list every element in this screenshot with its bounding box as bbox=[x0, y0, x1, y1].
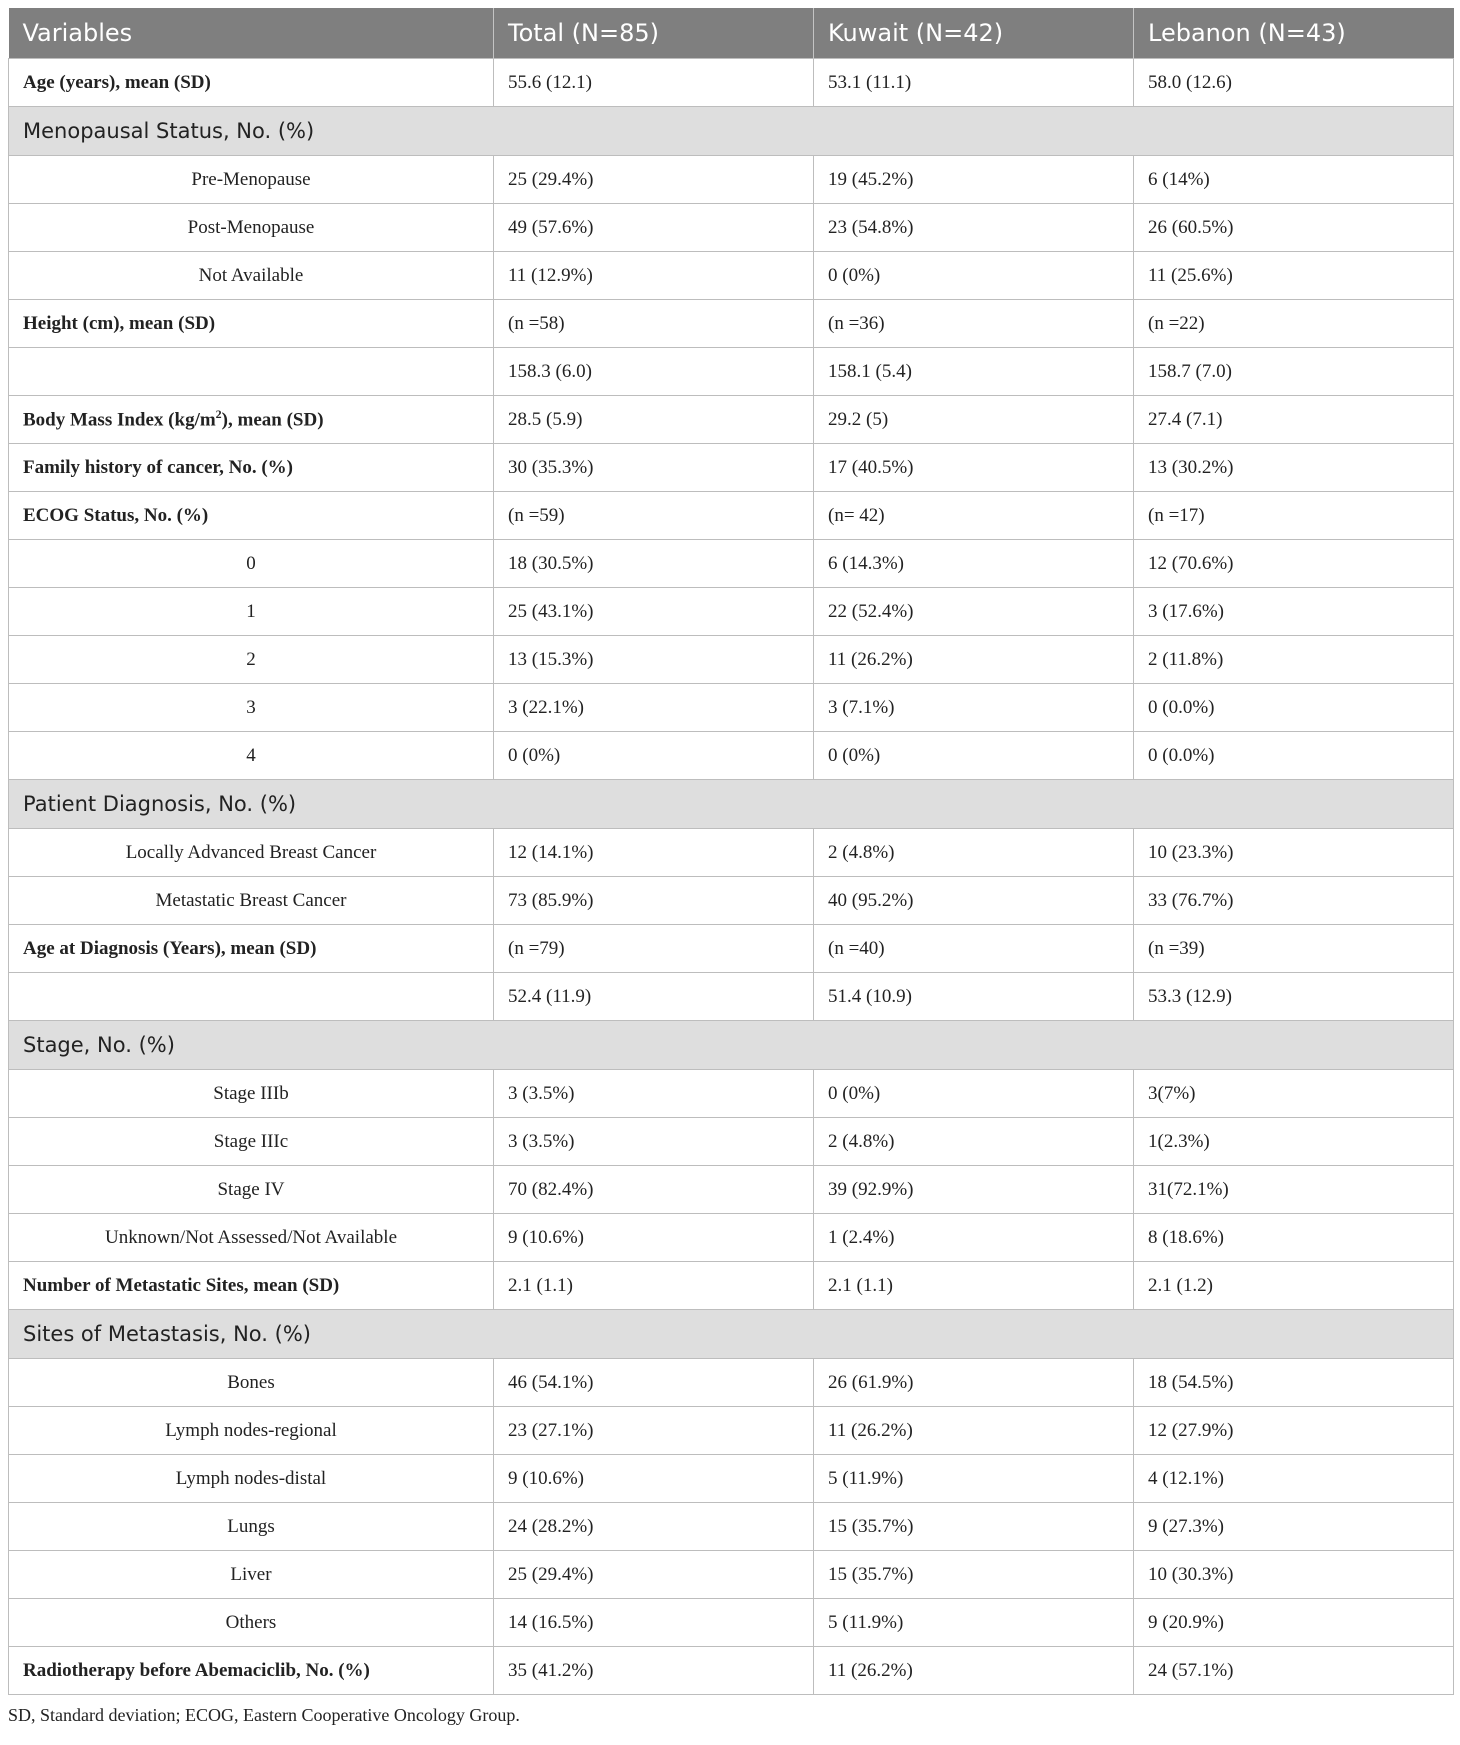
total-cell: 9 (10.6%) bbox=[494, 1455, 814, 1503]
section-label: Patient Diagnosis, No. (%) bbox=[9, 780, 494, 829]
section-empty-cell bbox=[494, 107, 814, 156]
kuwait-cell: 0 (0%) bbox=[814, 252, 1134, 300]
section-empty-cell bbox=[814, 1310, 1134, 1359]
lebanon-cell: 8 (18.6%) bbox=[1134, 1214, 1454, 1262]
header-variables: Variables bbox=[9, 8, 494, 59]
table-row bbox=[9, 1262, 1454, 1310]
table-header bbox=[9, 8, 1454, 59]
total-cell: 2.1 (1.1) bbox=[494, 1262, 814, 1310]
kuwait-cell: 39 (92.9%) bbox=[814, 1166, 1134, 1214]
variable-label: Others bbox=[9, 1599, 494, 1647]
table-row bbox=[9, 732, 1454, 780]
variable-label bbox=[9, 396, 494, 444]
table-row bbox=[9, 973, 1454, 1021]
total-cell: 158.3 (6.0) bbox=[494, 348, 814, 396]
kuwait-cell: 11 (26.2%) bbox=[814, 1647, 1134, 1695]
variable-label: Stage IIIb bbox=[9, 1070, 494, 1118]
kuwait-cell: 26 (61.9%) bbox=[814, 1359, 1134, 1407]
kuwait-cell: 15 (35.7%) bbox=[814, 1503, 1134, 1551]
kuwait-cell: (n =40) bbox=[814, 925, 1134, 973]
lebanon-cell: (n =22) bbox=[1134, 300, 1454, 348]
lebanon-cell: 12 (70.6%) bbox=[1134, 540, 1454, 588]
lebanon-cell: 3 (17.6%) bbox=[1134, 588, 1454, 636]
total-cell: 73 (85.9%) bbox=[494, 877, 814, 925]
variable-label: Lungs bbox=[9, 1503, 494, 1551]
total-cell: 25 (29.4%) bbox=[494, 1551, 814, 1599]
table-row bbox=[9, 1455, 1454, 1503]
lebanon-cell: 3(7%) bbox=[1134, 1070, 1454, 1118]
section-empty-cell bbox=[494, 1021, 814, 1070]
total-cell: (n =58) bbox=[494, 300, 814, 348]
variable-label: 0 bbox=[9, 540, 494, 588]
table-row bbox=[9, 925, 1454, 973]
lebanon-cell: 0 (0.0%) bbox=[1134, 684, 1454, 732]
section-label: Stage, No. (%) bbox=[9, 1021, 494, 1070]
section-empty-cell bbox=[1134, 1021, 1454, 1070]
kuwait-cell: 15 (35.7%) bbox=[814, 1551, 1134, 1599]
lebanon-cell: 24 (57.1%) bbox=[1134, 1647, 1454, 1695]
lebanon-cell: 0 (0.0%) bbox=[1134, 732, 1454, 780]
section-label: Menopausal Status, No. (%) bbox=[9, 107, 494, 156]
kuwait-cell: 5 (11.9%) bbox=[814, 1455, 1134, 1503]
variable-label: Number of Metastatic Sites, mean (SD) bbox=[9, 1262, 494, 1310]
table-row bbox=[9, 1407, 1454, 1455]
table-row bbox=[9, 59, 1454, 107]
kuwait-cell: 0 (0%) bbox=[814, 732, 1134, 780]
variable-label: 2 bbox=[9, 636, 494, 684]
variable-label: Metastatic Breast Cancer bbox=[9, 877, 494, 925]
lebanon-cell: 58.0 (12.6) bbox=[1134, 59, 1454, 107]
characteristics-table bbox=[8, 8, 1454, 1695]
kuwait-cell: 51.4 (10.9) bbox=[814, 973, 1134, 1021]
lebanon-cell: 27.4 (7.1) bbox=[1134, 396, 1454, 444]
lebanon-cell: (n =17) bbox=[1134, 492, 1454, 540]
kuwait-cell: 17 (40.5%) bbox=[814, 444, 1134, 492]
section-row bbox=[9, 1310, 1454, 1359]
variable-label: 3 bbox=[9, 684, 494, 732]
lebanon-cell: 12 (27.9%) bbox=[1134, 1407, 1454, 1455]
variable-label: Bones bbox=[9, 1359, 494, 1407]
header-lebanon: Lebanon (N=43) bbox=[1134, 8, 1454, 59]
total-cell: 3 (22.1%) bbox=[494, 684, 814, 732]
table-body bbox=[9, 59, 1454, 1695]
total-cell: (n =79) bbox=[494, 925, 814, 973]
variable-label: Unknown/Not Assessed/Not Available bbox=[9, 1214, 494, 1262]
table-row bbox=[9, 492, 1454, 540]
variable-label bbox=[9, 973, 494, 1021]
kuwait-cell: 2.1 (1.1) bbox=[814, 1262, 1134, 1310]
table-row bbox=[9, 684, 1454, 732]
variable-label: Lymph nodes-distal bbox=[9, 1455, 494, 1503]
variable-label: ECOG Status, No. (%) bbox=[9, 492, 494, 540]
total-cell: 52.4 (11.9) bbox=[494, 973, 814, 1021]
total-cell: (n =59) bbox=[494, 492, 814, 540]
kuwait-cell: 19 (45.2%) bbox=[814, 156, 1134, 204]
total-cell: 11 (12.9%) bbox=[494, 252, 814, 300]
total-cell: 18 (30.5%) bbox=[494, 540, 814, 588]
lebanon-cell: 4 (12.1%) bbox=[1134, 1455, 1454, 1503]
table-row bbox=[9, 252, 1454, 300]
table-row bbox=[9, 1647, 1454, 1695]
table-row bbox=[9, 1551, 1454, 1599]
variable-label: Age at Diagnosis (Years), mean (SD) bbox=[9, 925, 494, 973]
header-total: Total (N=85) bbox=[494, 8, 814, 59]
variable-label: Height (cm), mean (SD) bbox=[9, 300, 494, 348]
variable-label bbox=[9, 348, 494, 396]
lebanon-cell: (n =39) bbox=[1134, 925, 1454, 973]
lebanon-cell: 158.7 (7.0) bbox=[1134, 348, 1454, 396]
total-cell: 55.6 (12.1) bbox=[494, 59, 814, 107]
total-cell: 25 (43.1%) bbox=[494, 588, 814, 636]
table-container bbox=[8, 8, 1453, 1726]
section-empty-cell bbox=[1134, 780, 1454, 829]
table-row bbox=[9, 1214, 1454, 1262]
total-cell: 46 (54.1%) bbox=[494, 1359, 814, 1407]
table-row bbox=[9, 1118, 1454, 1166]
table-row bbox=[9, 1359, 1454, 1407]
kuwait-cell: 53.1 (11.1) bbox=[814, 59, 1134, 107]
section-row bbox=[9, 107, 1454, 156]
section-empty-cell bbox=[814, 107, 1134, 156]
section-label: Sites of Metastasis, No. (%) bbox=[9, 1310, 494, 1359]
table-row bbox=[9, 348, 1454, 396]
table-row bbox=[9, 300, 1454, 348]
variable-label: Locally Advanced Breast Cancer bbox=[9, 829, 494, 877]
lebanon-cell: 11 (25.6%) bbox=[1134, 252, 1454, 300]
kuwait-cell: 29.2 (5) bbox=[814, 396, 1134, 444]
lebanon-cell: 1(2.3%) bbox=[1134, 1118, 1454, 1166]
table-row bbox=[9, 877, 1454, 925]
lebanon-cell: 9 (20.9%) bbox=[1134, 1599, 1454, 1647]
table-row bbox=[9, 829, 1454, 877]
section-empty-cell bbox=[814, 1021, 1134, 1070]
kuwait-cell: 5 (11.9%) bbox=[814, 1599, 1134, 1647]
table-row bbox=[9, 204, 1454, 252]
variable-label: 4 bbox=[9, 732, 494, 780]
total-cell: 23 (27.1%) bbox=[494, 1407, 814, 1455]
variable-label: Pre-Menopause bbox=[9, 156, 494, 204]
kuwait-cell: 11 (26.2%) bbox=[814, 636, 1134, 684]
kuwait-cell: 6 (14.3%) bbox=[814, 540, 1134, 588]
table-row bbox=[9, 1070, 1454, 1118]
section-empty-cell bbox=[494, 1310, 814, 1359]
total-cell: 30 (35.3%) bbox=[494, 444, 814, 492]
table-row bbox=[9, 396, 1454, 444]
lebanon-cell: 18 (54.5%) bbox=[1134, 1359, 1454, 1407]
total-cell: 14 (16.5%) bbox=[494, 1599, 814, 1647]
total-cell: 9 (10.6%) bbox=[494, 1214, 814, 1262]
variable-label: Stage IIIc bbox=[9, 1118, 494, 1166]
table-row bbox=[9, 540, 1454, 588]
header-row bbox=[9, 8, 1454, 59]
kuwait-cell: 2 (4.8%) bbox=[814, 829, 1134, 877]
kuwait-cell: 1 (2.4%) bbox=[814, 1214, 1134, 1262]
variable-label: Stage IV bbox=[9, 1166, 494, 1214]
variable-label: 1 bbox=[9, 588, 494, 636]
lebanon-cell: 9 (27.3%) bbox=[1134, 1503, 1454, 1551]
lebanon-cell: 2.1 (1.2) bbox=[1134, 1262, 1454, 1310]
total-cell: 49 (57.6%) bbox=[494, 204, 814, 252]
kuwait-cell: 158.1 (5.4) bbox=[814, 348, 1134, 396]
variable-label: Lymph nodes-regional bbox=[9, 1407, 494, 1455]
lebanon-cell: 10 (30.3%) bbox=[1134, 1551, 1454, 1599]
lebanon-cell: 33 (76.7%) bbox=[1134, 877, 1454, 925]
kuwait-cell: 3 (7.1%) bbox=[814, 684, 1134, 732]
header-kuwait: Kuwait (N=42) bbox=[814, 8, 1134, 59]
variable-label: Family history of cancer, No. (%) bbox=[9, 444, 494, 492]
lebanon-cell: 53.3 (12.9) bbox=[1134, 973, 1454, 1021]
table-footnote: SD, Standard deviation; ECOG, Eastern Cooperative Oncology Group. bbox=[8, 1705, 520, 1725]
label-text: Body Mass Index (kg/m bbox=[23, 409, 216, 431]
total-cell: 70 (82.4%) bbox=[494, 1166, 814, 1214]
section-empty-cell bbox=[1134, 1310, 1454, 1359]
total-cell: 28.5 (5.9) bbox=[494, 396, 814, 444]
table-row bbox=[9, 1503, 1454, 1551]
table-row bbox=[9, 156, 1454, 204]
section-empty-cell bbox=[1134, 107, 1454, 156]
table-row bbox=[9, 1166, 1454, 1214]
label-superscript: 2 bbox=[215, 407, 222, 422]
table-row bbox=[9, 444, 1454, 492]
label-text-after: ), mean (SD) bbox=[221, 409, 324, 431]
total-cell: 25 (29.4%) bbox=[494, 156, 814, 204]
kuwait-cell: 11 (26.2%) bbox=[814, 1407, 1134, 1455]
section-empty-cell bbox=[814, 780, 1134, 829]
variable-label: Not Available bbox=[9, 252, 494, 300]
total-cell: 12 (14.1%) bbox=[494, 829, 814, 877]
variable-label: Age (years), mean (SD) bbox=[9, 59, 494, 107]
lebanon-cell: 10 (23.3%) bbox=[1134, 829, 1454, 877]
total-cell: 13 (15.3%) bbox=[494, 636, 814, 684]
section-row bbox=[9, 780, 1454, 829]
kuwait-cell: 22 (52.4%) bbox=[814, 588, 1134, 636]
lebanon-cell: 13 (30.2%) bbox=[1134, 444, 1454, 492]
table-row bbox=[9, 1599, 1454, 1647]
lebanon-cell: 31(72.1%) bbox=[1134, 1166, 1454, 1214]
section-row bbox=[9, 1021, 1454, 1070]
total-cell: 3 (3.5%) bbox=[494, 1070, 814, 1118]
kuwait-cell: 0 (0%) bbox=[814, 1070, 1134, 1118]
table-row bbox=[9, 588, 1454, 636]
total-cell: 3 (3.5%) bbox=[494, 1118, 814, 1166]
lebanon-cell: 2 (11.8%) bbox=[1134, 636, 1454, 684]
kuwait-cell: 40 (95.2%) bbox=[814, 877, 1134, 925]
variable-label: Radiotherapy before Abemaciclib, No. (%) bbox=[9, 1647, 494, 1695]
total-cell: 35 (41.2%) bbox=[494, 1647, 814, 1695]
kuwait-cell: (n =36) bbox=[814, 300, 1134, 348]
total-cell: 24 (28.2%) bbox=[494, 1503, 814, 1551]
variable-label: Post-Menopause bbox=[9, 204, 494, 252]
kuwait-cell: 2 (4.8%) bbox=[814, 1118, 1134, 1166]
section-empty-cell bbox=[494, 780, 814, 829]
lebanon-cell: 6 (14%) bbox=[1134, 156, 1454, 204]
total-cell: 0 (0%) bbox=[494, 732, 814, 780]
kuwait-cell: 23 (54.8%) bbox=[814, 204, 1134, 252]
kuwait-cell: (n= 42) bbox=[814, 492, 1134, 540]
variable-label: Liver bbox=[9, 1551, 494, 1599]
lebanon-cell: 26 (60.5%) bbox=[1134, 204, 1454, 252]
table-row bbox=[9, 636, 1454, 684]
